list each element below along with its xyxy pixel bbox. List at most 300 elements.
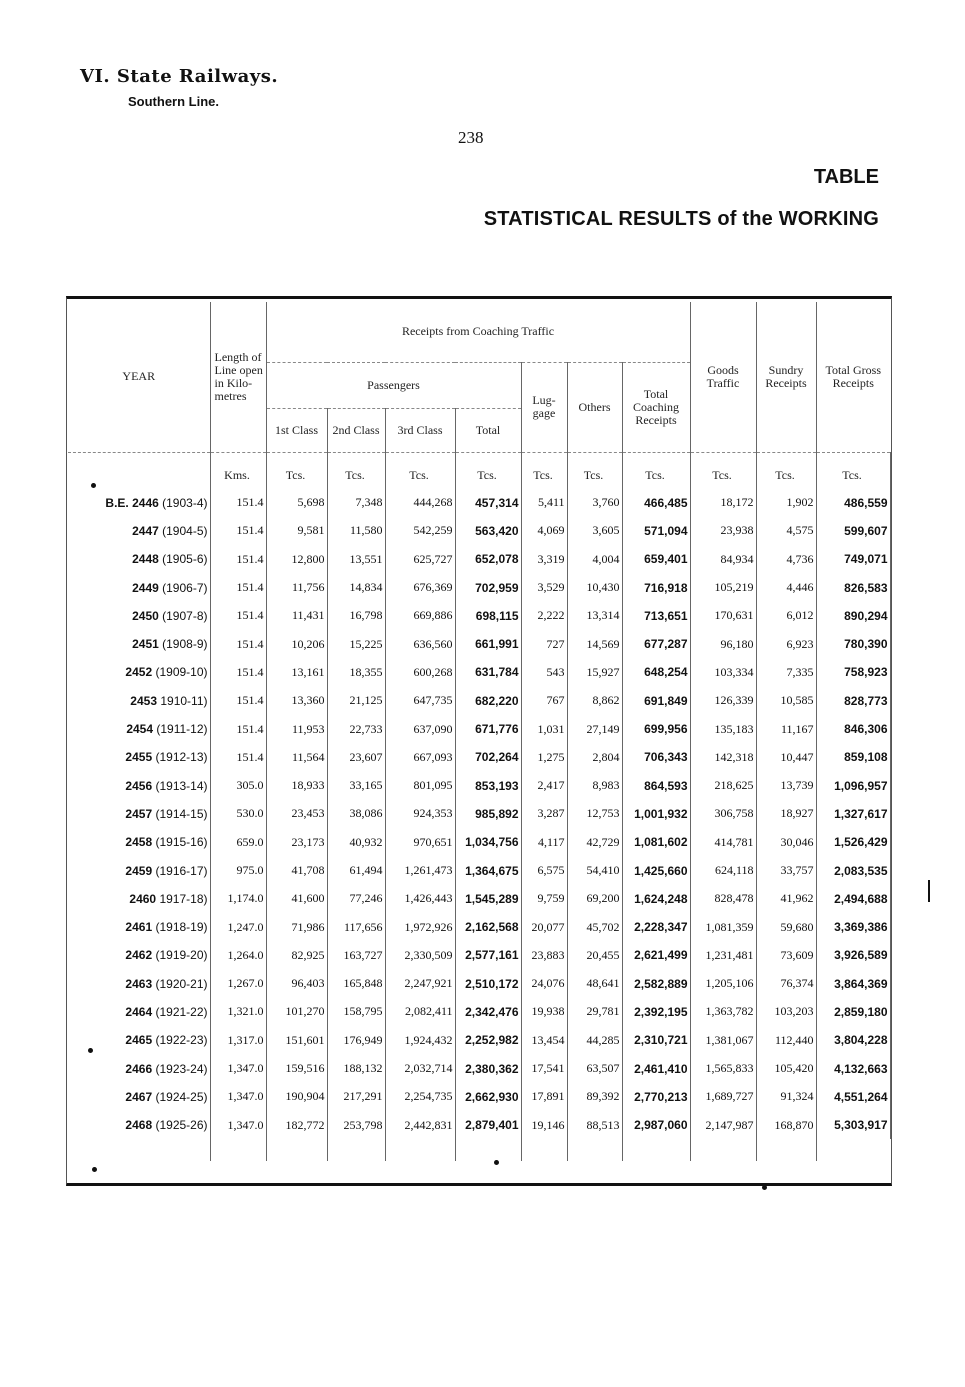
buddhist-era-year: 2449 — [132, 580, 159, 595]
ink-speck — [88, 1048, 93, 1053]
cell-sundry: 59,680 — [756, 913, 816, 941]
cell-coaching: 691,849 — [622, 687, 690, 715]
cell-luggage: 9,759 — [521, 885, 567, 913]
buddhist-era-year: 2451 — [132, 637, 159, 652]
cell-total: 985,892 — [455, 800, 521, 828]
cell-others: 13,314 — [567, 602, 622, 630]
cell-second: 23,607 — [327, 743, 385, 771]
cell-kms: 1,347.0 — [210, 1083, 266, 1111]
calendar-period: (1915-16) — [155, 835, 208, 850]
cell-luggage: 4,069 — [521, 517, 567, 545]
calendar-period: (1913-14) — [155, 778, 208, 793]
cell-third: 647,735 — [385, 687, 455, 715]
cell-coaching: 466,485 — [622, 489, 690, 517]
cell-sundry: 18,927 — [756, 800, 816, 828]
cell-gross: 3,369,386 — [816, 913, 890, 941]
unit-passengers-total: Tcs. — [455, 452, 521, 489]
cell-goods: 414,781 — [690, 828, 756, 856]
cell-coaching: 1,081,602 — [622, 828, 690, 856]
cell-luggage: 20,077 — [521, 913, 567, 941]
cell-goods: 1,231,481 — [690, 941, 756, 969]
cell-kms: 975.0 — [210, 856, 266, 884]
cell-total: 652,078 — [455, 545, 521, 573]
cell-sundry: 4,575 — [756, 517, 816, 545]
cell-first: 101,270 — [266, 998, 327, 1026]
table-row — [68, 941, 890, 969]
cell-gross: 890,294 — [816, 602, 890, 630]
buddhist-era-year: 2462 — [125, 948, 153, 963]
cell-gross: 3,864,369 — [816, 970, 890, 998]
cell-first: 23,173 — [266, 828, 327, 856]
cell-goods: 1,381,067 — [690, 1026, 756, 1054]
cell-first: 182,772 — [266, 1111, 327, 1139]
calendar-period: (1905-6) — [162, 552, 208, 567]
cell-total: 853,193 — [455, 771, 521, 799]
year-cell — [68, 998, 210, 1026]
table-row — [68, 771, 890, 799]
cell-others: 69,200 — [567, 885, 622, 913]
cell-third: 636,560 — [385, 630, 455, 658]
cell-goods: 142,318 — [690, 743, 756, 771]
cell-second: 11,580 — [327, 517, 385, 545]
padding-cell — [756, 1139, 816, 1161]
calendar-period: (1922-23) — [155, 1033, 208, 1048]
cell-goods: 103,334 — [690, 658, 756, 686]
ink-speck — [91, 483, 96, 488]
cell-first: 71,986 — [266, 913, 327, 941]
cell-second: 15,225 — [327, 630, 385, 658]
table-header — [68, 302, 890, 452]
cell-luggage: 1,031 — [521, 715, 567, 743]
cell-sundry: 10,585 — [756, 687, 816, 715]
padding-cell — [210, 1139, 266, 1161]
cell-sundry: 11,167 — [756, 715, 816, 743]
cell-coaching: 1,425,660 — [622, 856, 690, 884]
calendar-period: (1923-24) — [155, 1061, 208, 1076]
cell-third: 1,261,473 — [385, 856, 455, 884]
cell-luggage: 6,575 — [521, 856, 567, 884]
year-cell — [68, 1111, 210, 1139]
unit-luggage: Tcs. — [521, 452, 567, 489]
cell-total: 661,991 — [455, 630, 521, 658]
padding-cell — [455, 1139, 521, 1161]
cell-total: 2,879,401 — [455, 1111, 521, 1139]
header-goods: Goods Traffic — [690, 302, 756, 452]
cell-sundry: 105,420 — [756, 1054, 816, 1082]
units-year-cell — [68, 452, 210, 489]
cell-sundry: 91,324 — [756, 1083, 816, 1111]
cell-luggage: 17,891 — [521, 1083, 567, 1111]
cell-coaching: 713,651 — [622, 602, 690, 630]
calendar-period: 1917-18) — [159, 891, 208, 906]
cell-total: 2,510,172 — [455, 970, 521, 998]
cell-others: 10,430 — [567, 573, 622, 601]
calendar-period: (1903-4) — [162, 495, 208, 510]
calendar-period: 1910-11) — [160, 693, 208, 708]
cell-luggage: 2,222 — [521, 602, 567, 630]
unit-first-class: Tcs. — [266, 452, 327, 489]
cell-goods: 828,478 — [690, 885, 756, 913]
buddhist-era-year: 2452 — [125, 665, 153, 680]
padding-cell — [567, 1139, 622, 1161]
cell-others: 4,004 — [567, 545, 622, 573]
year-cell — [68, 658, 210, 686]
cell-third: 2,254,735 — [385, 1083, 455, 1111]
cell-luggage: 3,529 — [521, 573, 567, 601]
header-passengers-total: Total — [455, 408, 521, 452]
units-row — [68, 452, 890, 489]
cell-gross: 3,804,228 — [816, 1026, 890, 1054]
statistics-table — [68, 302, 891, 1161]
cell-total: 702,264 — [455, 743, 521, 771]
cell-sundry: 6,923 — [756, 630, 816, 658]
table-row — [68, 1083, 890, 1111]
cell-coaching: 699,956 — [622, 715, 690, 743]
header-second-class: 2nd Class — [327, 408, 385, 452]
cell-kms: 151.4 — [210, 658, 266, 686]
table-row — [68, 885, 890, 913]
table-row — [68, 630, 890, 658]
cell-luggage: 24,076 — [521, 970, 567, 998]
unit-others: Tcs. — [567, 452, 622, 489]
cell-goods: 624,118 — [690, 856, 756, 884]
cell-gross: 826,583 — [816, 573, 890, 601]
cell-total: 2,380,362 — [455, 1054, 521, 1082]
cell-total: 1,545,289 — [455, 885, 521, 913]
cell-coaching: 1,624,248 — [622, 885, 690, 913]
cell-goods: 1,363,782 — [690, 998, 756, 1026]
cell-total: 2,577,161 — [455, 941, 521, 969]
header-others: Others — [567, 362, 622, 452]
cell-luggage: 13,454 — [521, 1026, 567, 1054]
buddhist-era-year: 2457 — [125, 806, 153, 821]
cell-third: 637,090 — [385, 715, 455, 743]
cell-sundry: 76,374 — [756, 970, 816, 998]
buddhist-era-year: 2464 — [125, 1004, 153, 1019]
buddhist-era-year: 2450 — [132, 608, 159, 623]
cell-second: 21,125 — [327, 687, 385, 715]
cell-luggage: 1,275 — [521, 743, 567, 771]
padding-cell — [266, 1139, 327, 1161]
cell-kms: 1,347.0 — [210, 1054, 266, 1082]
cell-others: 8,983 — [567, 771, 622, 799]
unit-total-coaching: Tcs. — [622, 452, 690, 489]
cell-first: 11,564 — [266, 743, 327, 771]
cell-gross: 828,773 — [816, 687, 890, 715]
cell-others: 45,702 — [567, 913, 622, 941]
table-row — [68, 913, 890, 941]
cell-first: 82,925 — [266, 941, 327, 969]
cell-others: 48,641 — [567, 970, 622, 998]
header-first-class: 1st Class — [266, 408, 327, 452]
cell-gross: 3,926,589 — [816, 941, 890, 969]
cell-goods: 1,689,727 — [690, 1083, 756, 1111]
cell-sundry: 112,440 — [756, 1026, 816, 1054]
cell-first: 12,800 — [266, 545, 327, 573]
padding-cell — [385, 1139, 455, 1161]
cell-third: 542,259 — [385, 517, 455, 545]
header-sundry: Sundry Receipts — [756, 302, 816, 452]
cell-total: 702,959 — [455, 573, 521, 601]
unit-length: Kms. — [210, 452, 266, 489]
cell-kms: 305.0 — [210, 771, 266, 799]
header-coaching-group: Receipts from Coaching Traffic — [266, 302, 690, 362]
padding-cell — [690, 1139, 756, 1161]
cell-goods: 170,631 — [690, 602, 756, 630]
cell-others: 3,605 — [567, 517, 622, 545]
cell-others: 27,149 — [567, 715, 622, 743]
header-total-coaching: Total Coaching Receipts — [622, 362, 690, 452]
cell-first: 13,360 — [266, 687, 327, 715]
cell-total: 2,252,982 — [455, 1026, 521, 1054]
cell-second: 158,795 — [327, 998, 385, 1026]
table-row — [68, 602, 890, 630]
year-cell — [68, 800, 210, 828]
buddhist-era-year: 2455 — [125, 750, 153, 765]
cell-coaching: 2,228,347 — [622, 913, 690, 941]
cell-kms: 151.4 — [210, 573, 266, 601]
table-row — [68, 489, 890, 517]
table-row — [68, 1111, 890, 1139]
cell-gross: 846,306 — [816, 715, 890, 743]
buddhist-era-year: 2448 — [132, 552, 159, 567]
cell-kms: 659.0 — [210, 828, 266, 856]
cell-total: 2,162,568 — [455, 913, 521, 941]
header-length: Length of Line open in Kilo-metres — [210, 302, 266, 452]
cell-goods: 218,625 — [690, 771, 756, 799]
cell-second: 33,165 — [327, 771, 385, 799]
cell-gross: 486,559 — [816, 489, 890, 517]
buddhist-era-year: 2456 — [125, 778, 153, 793]
year-cell — [68, 828, 210, 856]
cell-others: 88,513 — [567, 1111, 622, 1139]
table-row — [68, 998, 890, 1026]
cell-sundry: 4,446 — [756, 573, 816, 601]
cell-goods: 1,081,359 — [690, 913, 756, 941]
year-cell — [68, 771, 210, 799]
cell-luggage: 3,287 — [521, 800, 567, 828]
buddhist-era-year: 2454 — [126, 722, 154, 737]
cell-third: 2,082,411 — [385, 998, 455, 1026]
cell-third: 1,426,443 — [385, 885, 455, 913]
cell-gross: 1,096,957 — [816, 771, 890, 799]
subsection-heading: Southern Line. — [128, 94, 219, 109]
cell-goods: 1,565,833 — [690, 1054, 756, 1082]
cell-sundry: 6,012 — [756, 602, 816, 630]
cell-gross: 599,607 — [816, 517, 890, 545]
year-cell — [68, 885, 210, 913]
cell-kms: 151.4 — [210, 715, 266, 743]
cell-others: 20,455 — [567, 941, 622, 969]
cell-third: 970,651 — [385, 828, 455, 856]
cell-coaching: 1,001,932 — [622, 800, 690, 828]
padding-cell — [816, 1139, 890, 1161]
table-row — [68, 1054, 890, 1082]
calendar-period: (1908-9) — [162, 637, 208, 652]
cell-total: 682,220 — [455, 687, 521, 715]
cell-total: 563,420 — [455, 517, 521, 545]
padding-cell — [622, 1139, 690, 1161]
table-row — [68, 573, 890, 601]
cell-coaching: 648,254 — [622, 658, 690, 686]
calendar-period: (1906-7) — [162, 580, 208, 595]
cell-gross: 2,859,180 — [816, 998, 890, 1026]
cell-coaching: 716,918 — [622, 573, 690, 601]
cell-second: 18,355 — [327, 658, 385, 686]
cell-others: 63,507 — [567, 1054, 622, 1082]
cell-total: 1,034,756 — [455, 828, 521, 856]
cell-kms: 151.4 — [210, 630, 266, 658]
table-body — [68, 452, 890, 1161]
cell-coaching: 2,770,213 — [622, 1083, 690, 1111]
calendar-period: (1914-15) — [155, 806, 208, 821]
cell-luggage: 4,117 — [521, 828, 567, 856]
table-padding-row — [68, 1139, 890, 1161]
cell-second: 163,727 — [327, 941, 385, 969]
cell-first: 41,600 — [266, 885, 327, 913]
calendar-period: (1916-17) — [155, 863, 208, 878]
cell-sundry: 73,609 — [756, 941, 816, 969]
buddhist-era-year: 2460 — [129, 891, 157, 906]
cell-luggage: 17,541 — [521, 1054, 567, 1082]
year-cell — [68, 941, 210, 969]
cell-third: 600,268 — [385, 658, 455, 686]
cell-sundry: 103,203 — [756, 998, 816, 1026]
cell-gross: 780,390 — [816, 630, 890, 658]
table-row — [68, 800, 890, 828]
cell-goods: 135,183 — [690, 715, 756, 743]
cell-third: 1,972,926 — [385, 913, 455, 941]
unit-gross: Tcs. — [816, 452, 890, 489]
cell-second: 7,348 — [327, 489, 385, 517]
calendar-period: (1918-19) — [155, 920, 208, 935]
cell-first: 151,601 — [266, 1026, 327, 1054]
cell-luggage: 19,146 — [521, 1111, 567, 1139]
year-cell — [68, 856, 210, 884]
cell-third: 2,330,509 — [385, 941, 455, 969]
year-cell — [68, 1083, 210, 1111]
cell-second: 217,291 — [327, 1083, 385, 1111]
cell-kms: 151.4 — [210, 489, 266, 517]
table-row — [68, 1026, 890, 1054]
cell-others: 54,410 — [567, 856, 622, 884]
cell-others: 12,753 — [567, 800, 622, 828]
cell-sundry: 41,962 — [756, 885, 816, 913]
cell-third: 924,353 — [385, 800, 455, 828]
calendar-period: (1920-21) — [155, 976, 208, 991]
cell-kms: 1,347.0 — [210, 1111, 266, 1139]
buddhist-era-year: 2465 — [125, 1033, 153, 1048]
cell-goods: 84,934 — [690, 545, 756, 573]
cell-first: 96,403 — [266, 970, 327, 998]
cell-first: 23,453 — [266, 800, 327, 828]
cell-first: 9,581 — [266, 517, 327, 545]
calendar-period: (1909-10) — [155, 665, 208, 680]
cell-first: 159,516 — [266, 1054, 327, 1082]
buddhist-era-year: B.E. 2446 — [105, 495, 159, 510]
cell-kms: 530.0 — [210, 800, 266, 828]
cell-second: 188,132 — [327, 1054, 385, 1082]
cell-kms: 1,264.0 — [210, 941, 266, 969]
buddhist-era-year: 2467 — [125, 1089, 153, 1104]
cell-total: 2,662,930 — [455, 1083, 521, 1111]
calendar-period: (1911-12) — [156, 722, 208, 737]
buddhist-era-year: 2453 — [130, 693, 157, 708]
cell-second: 77,246 — [327, 885, 385, 913]
padding-cell — [68, 1139, 210, 1161]
cell-second: 165,848 — [327, 970, 385, 998]
table-row — [68, 970, 890, 998]
cell-goods: 96,180 — [690, 630, 756, 658]
table-row — [68, 828, 890, 856]
table-label: TABLE — [813, 166, 879, 188]
cell-others: 14,569 — [567, 630, 622, 658]
cell-luggage: 767 — [521, 687, 567, 715]
cell-luggage: 19,938 — [521, 998, 567, 1026]
table-row — [68, 856, 890, 884]
cell-second: 38,086 — [327, 800, 385, 828]
cell-first: 11,756 — [266, 573, 327, 601]
ink-speck — [494, 1160, 499, 1165]
unit-sundry: Tcs. — [756, 452, 816, 489]
cell-coaching: 706,343 — [622, 743, 690, 771]
cell-third: 801,095 — [385, 771, 455, 799]
cell-goods: 306,758 — [690, 800, 756, 828]
year-cell — [68, 573, 210, 601]
cell-luggage: 3,319 — [521, 545, 567, 573]
cell-sundry: 4,736 — [756, 545, 816, 573]
cell-sundry: 10,447 — [756, 743, 816, 771]
calendar-period: (1921-22) — [155, 1004, 208, 1019]
calendar-period: (1925-26) — [155, 1118, 208, 1133]
cell-total: 631,784 — [455, 658, 521, 686]
year-cell — [68, 1054, 210, 1082]
cell-goods: 126,339 — [690, 687, 756, 715]
cell-gross: 758,923 — [816, 658, 890, 686]
cell-kms: 151.4 — [210, 545, 266, 573]
cell-second: 14,834 — [327, 573, 385, 601]
unit-second-class: Tcs. — [327, 452, 385, 489]
cell-second: 16,798 — [327, 602, 385, 630]
cell-coaching: 864,593 — [622, 771, 690, 799]
year-cell — [68, 489, 210, 517]
table-title: STATISTICAL RESULTS of the WORKING — [483, 208, 879, 230]
cell-third: 2,442,831 — [385, 1111, 455, 1139]
table-row — [68, 715, 890, 743]
cell-others: 3,760 — [567, 489, 622, 517]
buddhist-era-year: 2461 — [125, 920, 153, 935]
padding-cell — [521, 1139, 567, 1161]
cell-sundry: 168,870 — [756, 1111, 816, 1139]
cell-luggage: 23,883 — [521, 941, 567, 969]
cell-others: 8,862 — [567, 687, 622, 715]
margin-mark — [928, 880, 930, 902]
cell-total: 2,342,476 — [455, 998, 521, 1026]
cell-luggage: 5,411 — [521, 489, 567, 517]
cell-kms: 151.4 — [210, 743, 266, 771]
table-row — [68, 517, 890, 545]
unit-third-class: Tcs. — [385, 452, 455, 489]
cell-others: 2,804 — [567, 743, 622, 771]
cell-kms: 1,247.0 — [210, 913, 266, 941]
cell-first: 11,431 — [266, 602, 327, 630]
cell-coaching: 571,094 — [622, 517, 690, 545]
cell-kms: 151.4 — [210, 687, 266, 715]
cell-gross: 1,526,429 — [816, 828, 890, 856]
cell-goods: 23,938 — [690, 517, 756, 545]
cell-sundry: 7,335 — [756, 658, 816, 686]
cell-goods: 105,219 — [690, 573, 756, 601]
